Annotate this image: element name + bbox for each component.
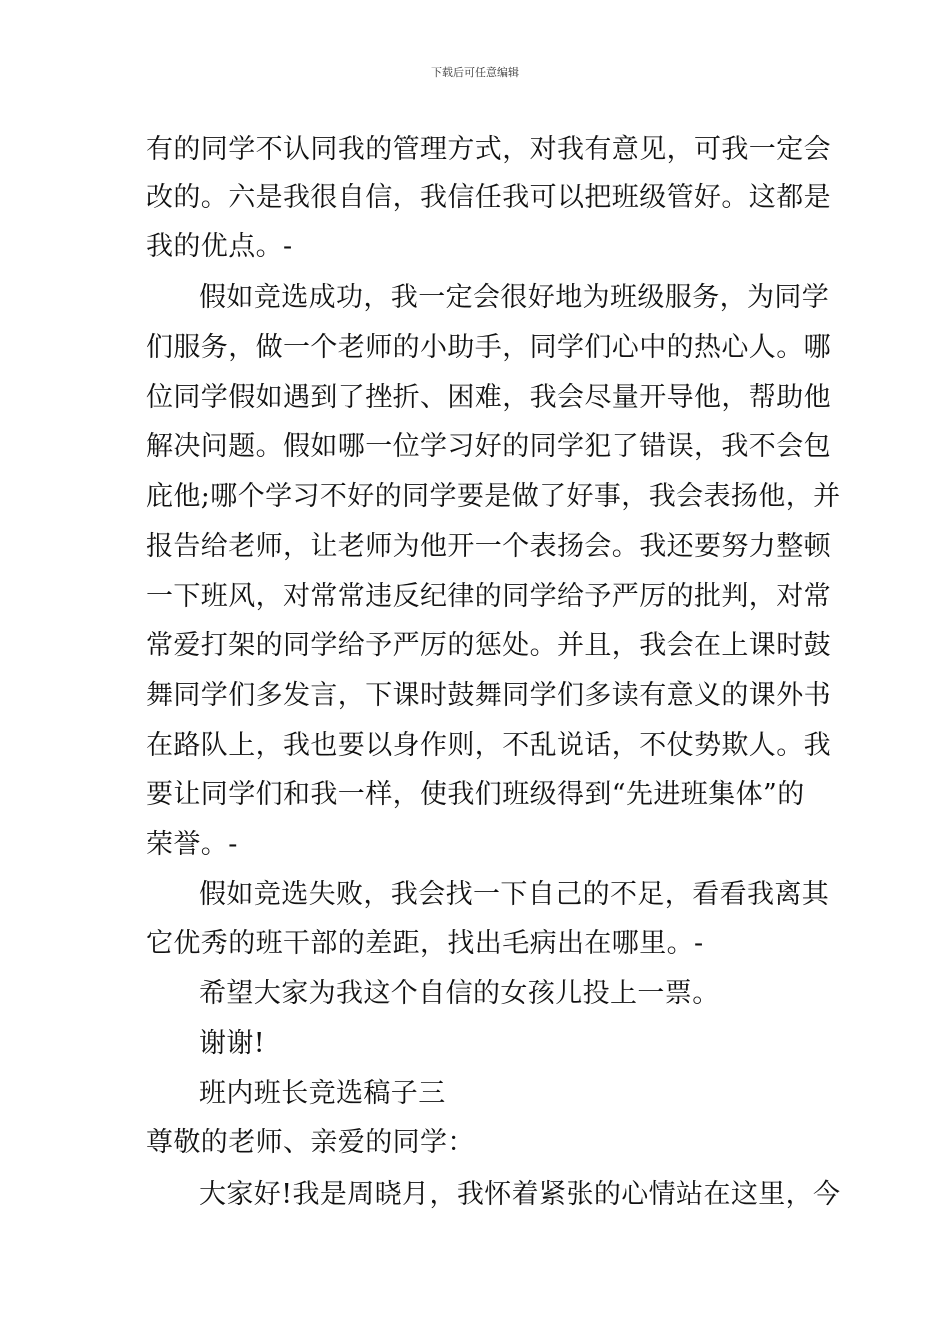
text-line: 改的。六是我很自信，我信任我可以把班级管好。这都是 xyxy=(146,182,831,213)
salutation: 尊敬的老师、亲爱的同学： xyxy=(146,1127,475,1158)
text-line: 假如竞选失败，我会找一下自己的不足，看看我离其 xyxy=(199,879,830,910)
text-line: 大家好!我是周晓月，我怀着紧张的心情站在这里，今 xyxy=(199,1179,841,1210)
text-line: 常爱打架的同学给予严厉的惩处。并且，我会在上课时鼓 xyxy=(146,630,831,661)
text-line: 报告给老师，让老师为他开一个表扬会。我还要努力整顿 xyxy=(146,531,831,562)
text-line: 希望大家为我这个自信的女孩儿投上一票。 xyxy=(199,978,720,1009)
text-line: 我的优点。- xyxy=(146,231,293,262)
text-line: 舞同学们多发言，下课时鼓舞同学们多读有意义的课外书 xyxy=(146,680,831,711)
text-line: 位同学假如遇到了挫折、困难，我会尽量开导他，帮助他 xyxy=(146,382,831,413)
text-line: 庇他;哪个学习不好的同学要是做了好事，我会表扬他，并 xyxy=(146,481,841,512)
text-line: 它优秀的班干部的差距，找出毛病出在哪里。- xyxy=(146,928,704,959)
text-line: 荣誉。- xyxy=(146,829,238,860)
text-line: 解决问题。假如哪一位学习好的同学犯了错误，我不会包 xyxy=(146,431,831,462)
text-line: 有的同学不认同我的管理方式，对我有意见，可我一定会 xyxy=(146,134,831,165)
text-line: 一下班风，对常常违反纪律的同学给予严厉的批判，对常 xyxy=(146,581,831,612)
text-line: 假如竞选成功，我一定会很好地为班级服务，为同学 xyxy=(199,282,830,313)
text-line: 要让同学们和我一样，使我们班级得到“先进班集体”的 xyxy=(146,779,805,810)
text-line: 们服务，做一个老师的小助手，同学们心中的热心人。哪 xyxy=(146,332,831,363)
section-title: 班内班长竞选稿子三 xyxy=(199,1078,446,1109)
text-line: 在路队上，我也要以身作则，不乱说话，不仗势欺人。我 xyxy=(146,730,831,761)
page-header: 下载后可任意编辑 xyxy=(431,66,519,79)
text-line: 谢谢! xyxy=(199,1028,266,1059)
